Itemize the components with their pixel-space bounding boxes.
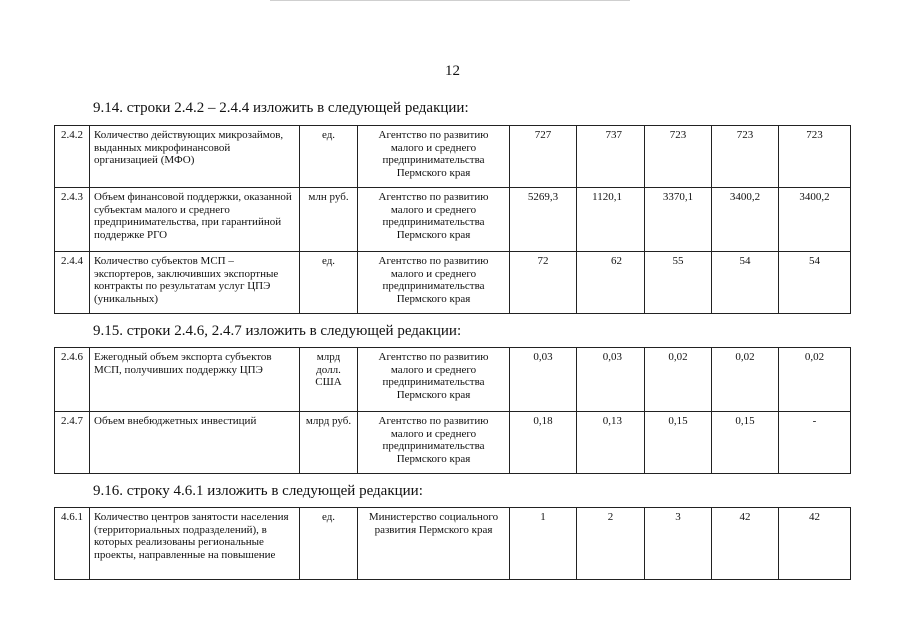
value-cell: 737	[577, 126, 645, 188]
value-cell: 72	[510, 252, 577, 314]
row-number: 2.4.4	[55, 252, 90, 314]
value-cell: 55	[645, 252, 712, 314]
responsible-agency: Агентство по развитию малого и среднего предпринимательства Пермского края	[358, 252, 510, 314]
table-row	[55, 348, 851, 412]
table-row	[55, 188, 851, 252]
responsible-agency: Министерство социального развития Пермского края	[358, 508, 510, 580]
value-cell: 0,15	[712, 412, 779, 474]
value-cell: 62	[577, 252, 645, 314]
section-heading-9-15: 9.15. строки 2.4.6, 2.4.7 изложить в следующей редакции:	[93, 323, 462, 339]
section-heading-9-14: 9.14. строки 2.4.2 – 2.4.4 изложить в следующей редакции:	[93, 100, 469, 116]
page-number: 12	[445, 63, 460, 79]
value-cell: 3	[645, 508, 712, 580]
unit-cell: млрд руб.	[300, 412, 358, 474]
value-cell: 2	[577, 508, 645, 580]
unit-cell: млн руб.	[300, 188, 358, 252]
unit-cell: ед.	[300, 508, 358, 580]
row-number: 4.6.1	[55, 508, 90, 580]
responsible-agency: Агентство по развитию малого и среднего предпринимательства Пермского края	[358, 126, 510, 188]
section-heading-9-16: 9.16. строку 4.6.1 изложить в следующей редакции:	[93, 483, 423, 499]
value-cell: 0,02	[779, 348, 851, 412]
value-cell: 0,18	[510, 412, 577, 474]
value-cell: 0,02	[645, 348, 712, 412]
value-cell: 0,03	[510, 348, 577, 412]
responsible-agency: Агентство по развитию малого и среднего предпринимательства Пермского края	[358, 188, 510, 252]
value-cell: -	[779, 412, 851, 474]
responsible-agency: Агентство по развитию малого и среднего предпринимательства Пермского края	[358, 412, 510, 474]
value-cell: 1120,1	[577, 188, 645, 252]
unit-cell: ед.	[300, 252, 358, 314]
table-section-9-16	[54, 507, 851, 580]
value-cell: 0,15	[645, 412, 712, 474]
value-cell: 0,03	[577, 348, 645, 412]
row-number: 2.4.7	[55, 412, 90, 474]
value-cell: 3370,1	[645, 188, 712, 252]
value-cell: 54	[712, 252, 779, 314]
value-cell: 42	[779, 508, 851, 580]
value-cell: 54	[779, 252, 851, 314]
unit-cell: млрд долл. США	[300, 348, 358, 412]
page-top-rule	[270, 0, 630, 1]
indicator-name: Объем внебюджетных инвестиций	[90, 412, 300, 474]
indicator-name: Количество центров занятости населения (территориальных подразделений), в которых реализованы региональные проекты, направленные на повышение	[90, 508, 300, 580]
row-number: 2.4.6	[55, 348, 90, 412]
value-cell: 727	[510, 126, 577, 188]
value-cell: 3400,2	[779, 188, 851, 252]
value-cell: 42	[712, 508, 779, 580]
indicator-name: Объем финансовой поддержки, оказанной субъектам малого и среднего предпринимательства, при гарантийной поддержке РГО	[90, 188, 300, 252]
responsible-agency: Агентство по развитию малого и среднего предпринимательства Пермского края	[358, 348, 510, 412]
indicator-name: Количество действующих микрозаймов, выданных микрофинансовой организацией (МФО)	[90, 126, 300, 188]
value-cell: 1	[510, 508, 577, 580]
value-cell: 723	[779, 126, 851, 188]
value-cell: 723	[712, 126, 779, 188]
row-number: 2.4.3	[55, 188, 90, 252]
indicator-name: Ежегодный объем экспорта субъектов МСП, получивших поддержку ЦПЭ	[90, 348, 300, 412]
table-row	[55, 126, 851, 188]
table-section-9-15	[54, 347, 851, 474]
table-section-9-14	[54, 125, 851, 314]
value-cell: 723	[645, 126, 712, 188]
value-cell: 5269,3	[510, 188, 577, 252]
value-cell: 3400,2	[712, 188, 779, 252]
row-number: 2.4.2	[55, 126, 90, 188]
table-row	[55, 412, 851, 474]
value-cell: 0,13	[577, 412, 645, 474]
indicator-name: Количество субъектов МСП – экспортеров, заключивших экспортные контракты по результатам услуг ЦПЭ (уникальных)	[90, 252, 300, 314]
table-row	[55, 252, 851, 314]
table-row	[55, 508, 851, 580]
value-cell: 0,02	[712, 348, 779, 412]
unit-cell: ед.	[300, 126, 358, 188]
